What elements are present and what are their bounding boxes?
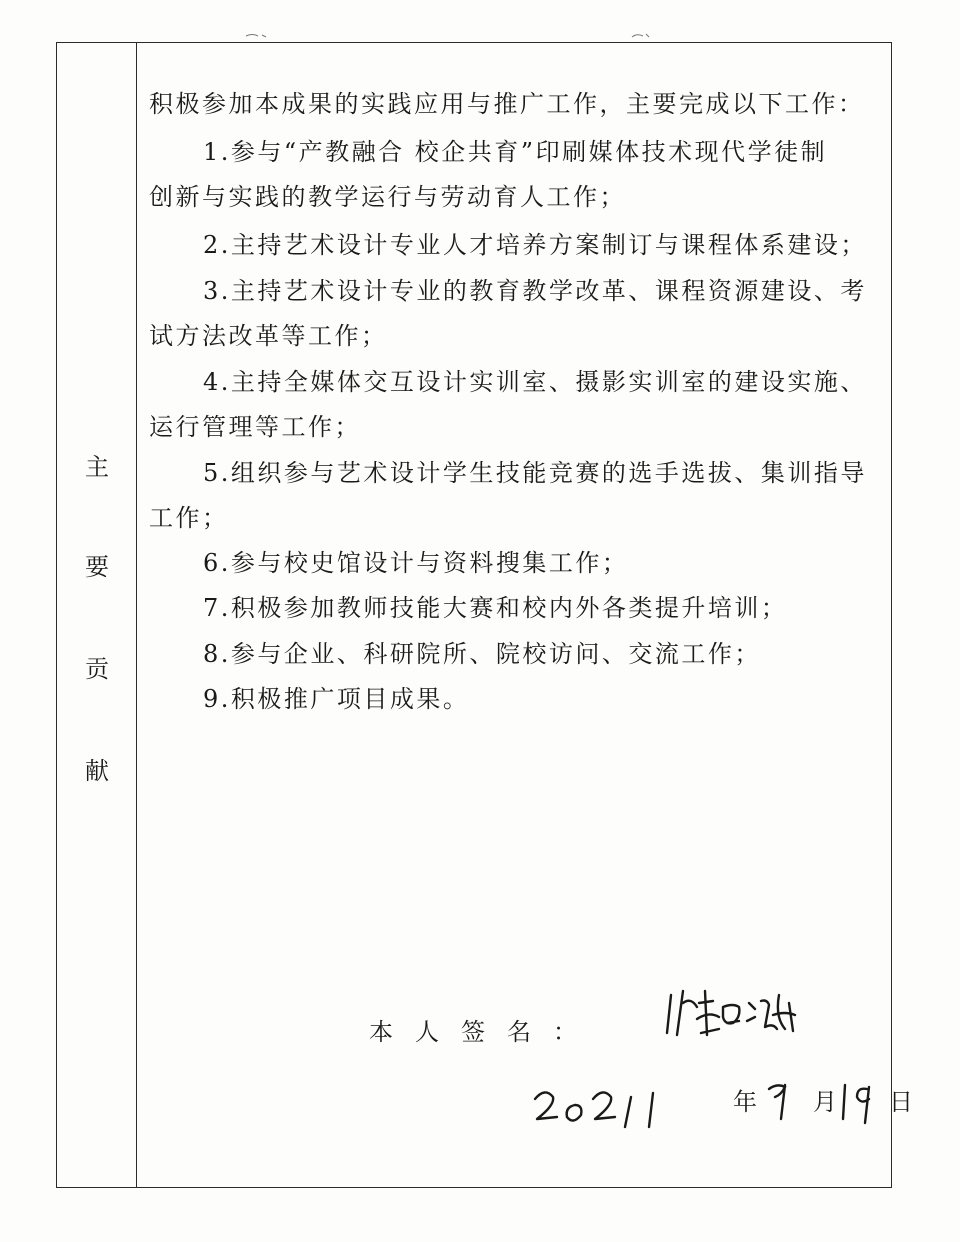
item-8-line-1: 8.参与企业、科研院所、院校访问、交流工作； bbox=[203, 640, 761, 668]
item-1-line-2: 创新与实践的教学运行与劳动育人工作； bbox=[149, 183, 626, 211]
item-4-line-1: 4.主持全媒体交互设计实训室、摄影实训室的建设实施、 bbox=[203, 368, 867, 396]
item-4-line-2: 运行管理等工作； bbox=[149, 413, 361, 441]
year-label: 年 bbox=[733, 1088, 757, 1116]
item-9-line-1: 9.积极推广项目成果。 bbox=[203, 685, 470, 713]
label-column bbox=[57, 43, 137, 1187]
scan-marks bbox=[0, 28, 960, 42]
label-char-1: 主 bbox=[85, 453, 109, 481]
item-7-line-1: 7.积极参加教师技能大赛和校内外各类提升培训； bbox=[203, 594, 788, 622]
label-char-4: 献 bbox=[85, 757, 109, 785]
item-1-line-1: 1.参与“产教融合 校企共育”印刷媒体技术现代学徒制 bbox=[203, 138, 828, 166]
month-label: 月 bbox=[813, 1088, 837, 1116]
handwritten-day bbox=[837, 1075, 887, 1127]
handwritten-month bbox=[763, 1077, 803, 1127]
label-char-2: 要 bbox=[85, 553, 109, 581]
signature-label: 本人签名： bbox=[369, 1018, 599, 1046]
item-5-line-2: 工作； bbox=[149, 504, 229, 532]
label-char-3: 贡 bbox=[85, 655, 109, 683]
item-6-line-1: 6.参与校史馆设计与资料搜集工作； bbox=[203, 549, 629, 577]
contribution-content bbox=[137, 43, 913, 1187]
contribution-table bbox=[56, 42, 913, 1188]
item-2-line-1: 2.主持艺术设计专业人才培养方案制订与课程体系建设； bbox=[203, 231, 867, 259]
item-3-line-2: 试方法改革等工作； bbox=[149, 322, 388, 350]
handwritten-signature bbox=[657, 973, 817, 1043]
day-label: 日 bbox=[889, 1088, 913, 1116]
intro-text: 积极参加本成果的实践应用与推广工作，主要完成以下工作： bbox=[149, 90, 865, 118]
item-3-line-1: 3.主持艺术设计专业的教育教学改革、课程资源建设、考 bbox=[203, 277, 867, 305]
handwritten-year bbox=[527, 1083, 677, 1128]
item-5-line-1: 5.组织参与艺术设计学生技能竞赛的选手选拔、集训指导 bbox=[203, 459, 867, 487]
